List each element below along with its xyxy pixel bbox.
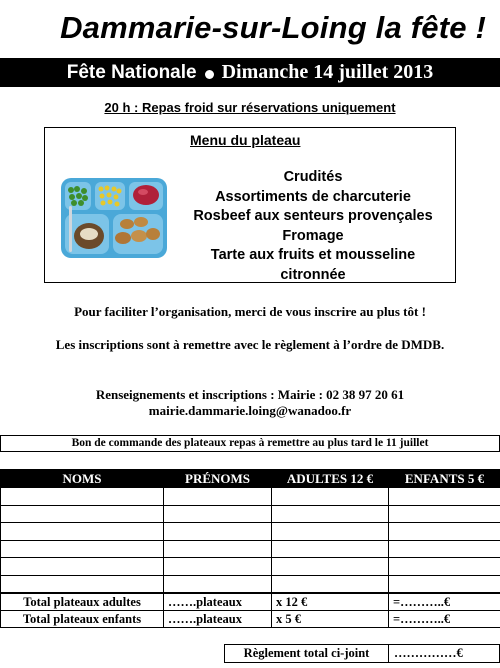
children-cell[interactable] <box>389 540 500 558</box>
menu-box <box>44 127 456 283</box>
banner-event-name: Fête Nationale <box>66 61 197 83</box>
name-cell[interactable] <box>1 540 164 558</box>
menu-item: Assortiments de charcuterie <box>215 188 411 205</box>
name-cell[interactable] <box>1 488 164 506</box>
column-header-prenoms: PRÉNOMS <box>164 470 272 488</box>
firstname-cell[interactable] <box>164 523 272 541</box>
name-cell[interactable] <box>1 575 164 593</box>
table-row[interactable] <box>1 488 500 506</box>
menu-item: Crudités <box>283 169 343 185</box>
menu-item: Tarte aux fruits et mousseline <box>210 247 416 264</box>
contact-email[interactable]: mairie.dammarie.loing@wanadoo.fr <box>148 403 352 418</box>
menu-title: Menu du plateau <box>190 132 301 148</box>
table-row[interactable] <box>1 575 500 593</box>
page-title: Dammarie-sur-Loing la fête ! <box>60 10 486 45</box>
event-banner <box>0 58 500 87</box>
children-cell[interactable] <box>389 488 500 506</box>
firstname-cell[interactable] <box>164 540 272 558</box>
column-header-adultes: ADULTES 12 € <box>272 470 389 488</box>
totals-price: x 5 € <box>272 611 389 628</box>
contact-line: Renseignements et inscriptions : Mairie : 02 38 97 20 61 <box>95 387 405 402</box>
register-early-note: Pour faciliter l’organisation, merci de vous inscrire au plus tôt ! <box>74 304 426 319</box>
final-payment-row <box>225 645 500 663</box>
adults-cell[interactable] <box>272 505 389 523</box>
banner-date: Dimanche 14 juillet 2013 <box>221 61 434 83</box>
firstname-cell[interactable] <box>164 488 272 506</box>
final-payment-table <box>224 644 500 663</box>
meal-subtitle <box>0 100 500 115</box>
adults-cell[interactable] <box>272 488 389 506</box>
totals-row-adults <box>1 594 500 611</box>
firstname-cell[interactable] <box>164 505 272 523</box>
totals-result[interactable]: =………..€ <box>389 611 500 628</box>
totals-price: x 12 € <box>272 594 389 611</box>
final-payment-value[interactable]: ……………€ <box>389 645 500 663</box>
name-cell[interactable] <box>1 558 164 576</box>
totals-label: Total plateaux adultes <box>1 594 164 611</box>
adults-cell[interactable] <box>272 575 389 593</box>
order-table-header <box>1 470 500 488</box>
children-cell[interactable] <box>389 575 500 593</box>
table-row[interactable] <box>1 523 500 541</box>
menu-item: Fromage <box>282 227 344 244</box>
menu-item: Rosbeef aux senteurs provençales <box>193 208 433 225</box>
firstname-cell[interactable] <box>164 575 272 593</box>
order-table <box>0 469 500 593</box>
column-header-noms: NOMS <box>1 470 164 488</box>
name-cell[interactable] <box>1 505 164 523</box>
payment-note: Les inscriptions sont à remettre avec le règlement à l’ordre de DMDB. <box>55 337 445 352</box>
children-cell[interactable] <box>389 505 500 523</box>
final-payment-label: Règlement total ci-joint <box>225 645 389 663</box>
children-cell[interactable] <box>389 523 500 541</box>
totals-result[interactable]: =………..€ <box>389 594 500 611</box>
menu-item: citronnée <box>280 266 346 283</box>
totals-quantity[interactable]: …….plateaux <box>164 594 272 611</box>
bullet-dot <box>205 70 214 79</box>
order-form-heading: Bon de commande des plateaux repas à remettre au plus tard le 11 juillet <box>0 435 500 452</box>
totals-label: Total plateaux enfants <box>1 611 164 628</box>
meal-subtitle-text: 20 h : Repas froid sur réservations uniquement <box>104 100 396 115</box>
menu-items <box>173 168 453 286</box>
meal-tray-illustration <box>57 176 169 260</box>
totals-row-children <box>1 611 500 628</box>
name-cell[interactable] <box>1 523 164 541</box>
firstname-cell[interactable] <box>164 558 272 576</box>
column-header-enfants: ENFANTS 5 € <box>389 470 500 488</box>
table-row[interactable] <box>1 540 500 558</box>
adults-cell[interactable] <box>272 540 389 558</box>
adults-cell[interactable] <box>272 523 389 541</box>
table-row[interactable] <box>1 558 500 576</box>
adults-cell[interactable] <box>272 558 389 576</box>
totals-quantity[interactable]: …….plateaux <box>164 611 272 628</box>
totals-table <box>0 593 500 628</box>
children-cell[interactable] <box>389 558 500 576</box>
table-row[interactable] <box>1 505 500 523</box>
